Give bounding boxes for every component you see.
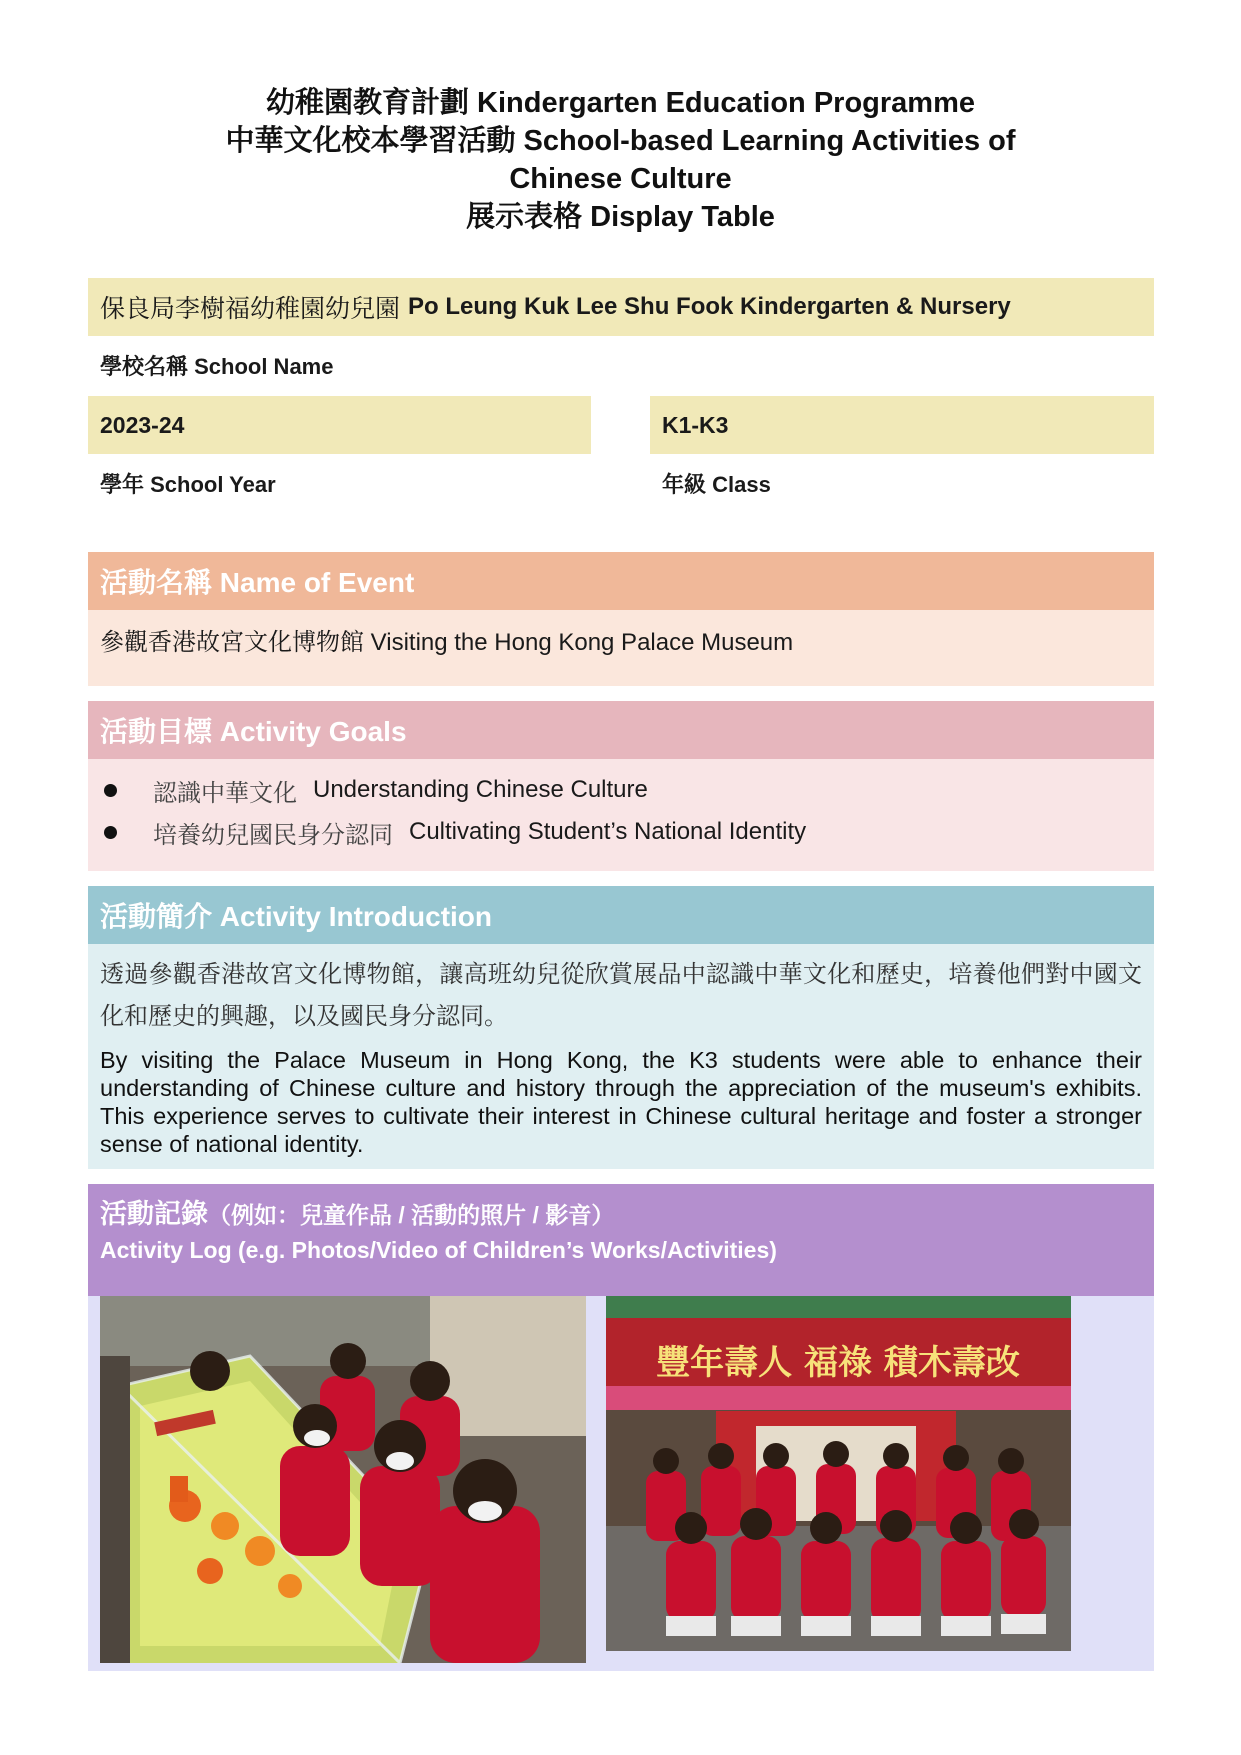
event-body	[88, 610, 1154, 686]
goal-item	[100, 811, 1142, 853]
class-value: K1-K3	[662, 411, 729, 438]
bullet-icon	[104, 826, 117, 839]
bullet-icon	[104, 784, 117, 797]
event-name: 參觀香港故宮文化博物館 Visiting the Hong Kong Palace Museum	[100, 629, 794, 656]
school-name-en: Po Leung Kuk Lee Shu Fook Kindergarten & Nursery	[408, 293, 1011, 320]
school-year-label: 學年 School Year	[100, 472, 276, 497]
activity-photo-group	[606, 1296, 1071, 1651]
stage-banner-text: 豐年壽人 福祿 積木壽改	[656, 1343, 1020, 1383]
log-heading	[88, 1184, 1154, 1296]
goal-en: Understanding Chinese Culture	[313, 776, 648, 803]
title-line-1: 幼稚園教育計劃 Kindergarten Education Programme	[266, 87, 975, 119]
page-title	[0, 84, 1241, 236]
intro-text-en: By visiting the Palace Museum in Hong Kong, the K3 students were able to enhance their understanding of Chinese culture and history through the appreciation of the museum's exhibits. This experience serves to cultivate their interest in Chinese cultural heritage and foster a stronger sense of national identity.	[100, 1047, 1142, 1157]
title-line-4: 展示表格 Display Table	[466, 201, 775, 233]
school-year-value: 2023-24	[100, 411, 185, 438]
log-heading-zh-examples: （例如：兒童作品 / 活動的照片 / 影音）	[208, 1202, 615, 1228]
intro-body	[88, 944, 1154, 1169]
activity-photo-exhibit	[100, 1296, 586, 1663]
event-heading: 活動名稱 Name of Event	[88, 552, 1154, 610]
log-heading-en: Activity Log (e.g. Photos/Video of Children’s Works/Activities)	[100, 1237, 777, 1263]
goal-en: Cultivating Student’s National Identity	[409, 818, 807, 845]
class-label: 年級 Class	[662, 472, 771, 497]
log-heading-zh-line	[100, 1196, 1154, 1233]
goal-item	[100, 769, 1142, 811]
title-line-2: 中華文化校本學習活動 School-based Learning Activities of	[225, 125, 1016, 157]
intro-heading: 活動簡介 Activity Introduction	[88, 886, 1154, 944]
school-name-zh: 保良局李樹福幼稚園幼兒園	[100, 295, 401, 323]
goal-zh: 培養幼兒國民身分認同	[153, 821, 393, 849]
school-year-field	[88, 396, 591, 454]
intro-text-zh: 透過參觀香港故宮文化博物館，讓高班幼兒從欣賞展品中認識中華文化和歷史，培養他們對中國文化和歷史的興趣，以及國民身分認同。	[100, 961, 1142, 1030]
school-name-field	[88, 278, 1154, 336]
log-heading-zh: 活動記錄	[100, 1199, 208, 1229]
title-line-3: Chinese Culture	[509, 163, 732, 195]
goals-body	[88, 759, 1154, 871]
school-name-label: 學校名稱 School Name	[100, 354, 334, 379]
goals-heading: 活動目標 Activity Goals	[88, 701, 1154, 759]
goal-zh: 認識中華文化	[153, 779, 297, 807]
class-field	[650, 396, 1154, 454]
